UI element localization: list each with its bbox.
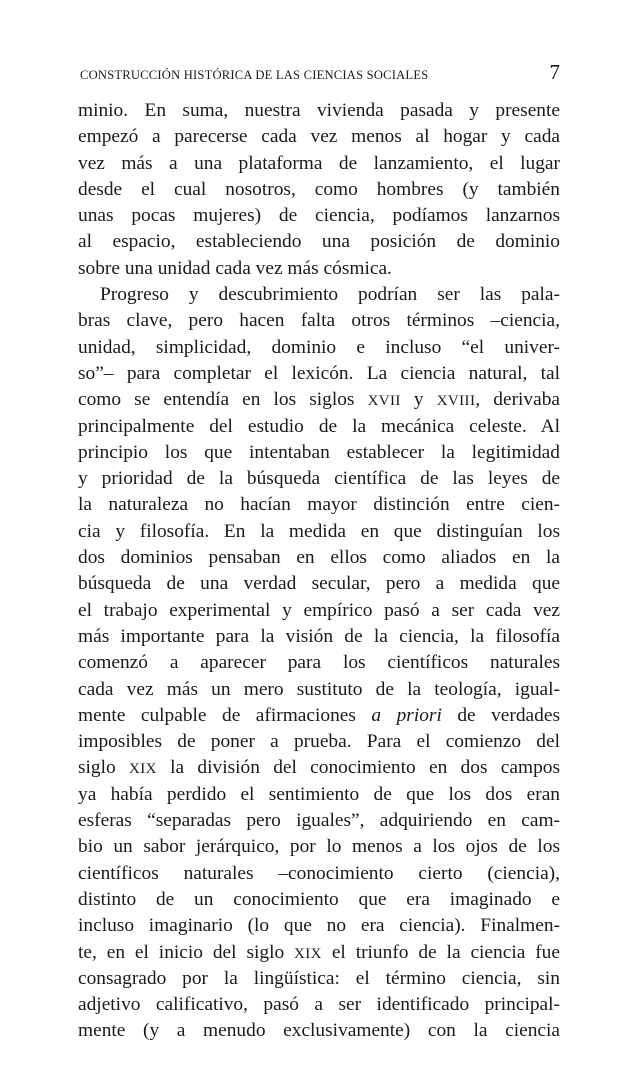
- text-line: incluso imaginario (lo que no era ciencia). Finalmen-: [78, 915, 560, 937]
- text-line: desde el cual nosotros, como hombres (y también: [78, 178, 560, 200]
- body-text: [78, 98, 560, 1045]
- text-line: bras clave, pero hacen falta otros términos –ciencia,: [78, 310, 560, 332]
- text-line: sobre una unidad cada vez más cósmica.: [78, 257, 392, 279]
- text-line: comenzó a aparecer para los científicos naturales: [78, 652, 560, 674]
- text-line: esferas “separadas pero iguales”, adquiriendo en cam-: [78, 810, 560, 832]
- text-line: distinto de un conocimiento que era imaginado e: [78, 888, 560, 910]
- paragraph: [78, 282, 560, 1045]
- text-line: cia y filosofía. En la medida en que distinguían los: [78, 520, 560, 542]
- text-line: empezó a parecerse cada vez menos al hogar y cada: [78, 126, 560, 148]
- text-line: como se entendía en los siglos XVII y XVIII, derivaba: [78, 389, 561, 411]
- text-line: te, en el inicio del siglo XIX el triunfo de la ciencia fue: [78, 941, 560, 963]
- century-numeral: XVIII: [436, 393, 476, 410]
- text-line: mente (y a menudo exclusivamente) con la ciencia: [78, 1020, 560, 1042]
- text-line: científicos naturales –conocimiento cierto (ciencia),: [78, 862, 560, 884]
- text-line: Progreso y descubrimiento podrían ser las pala-: [100, 284, 560, 306]
- century-numeral: XIX: [294, 945, 322, 962]
- text-line: la naturaleza no hacían mayor distinción entre cien-: [78, 494, 560, 516]
- text-line: bio un sabor jerárquico, por lo menos a los ojos de los: [78, 836, 560, 858]
- italic-phrase: a priori: [371, 704, 442, 726]
- book-page: [78, 58, 560, 1045]
- text-line: principio los que intentaban establecer la legitimidad: [78, 441, 560, 463]
- century-numeral: XIX: [129, 761, 157, 778]
- text-line: más importante para la visión de la ciencia, la filosofía: [78, 625, 560, 647]
- text-line: y prioridad de la búsqueda científica de las leyes de: [78, 468, 560, 490]
- text-line: minio. En suma, nuestra vivienda pasada y presente: [78, 100, 560, 121]
- text-line: dos dominios pensaban en ellos como aliados en la: [78, 547, 560, 569]
- text-line: cada vez más un mero sustituto de la teología, igual-: [78, 678, 560, 700]
- paragraph: [78, 98, 560, 282]
- text-line: consagrado por la lingüística: el término ciencia, sin: [78, 967, 560, 989]
- text-line: mente culpable de afirmaciones a priori de verdades: [78, 704, 561, 726]
- text-line: unas pocas mujeres) de ciencia, podíamos lanzarnos: [78, 205, 560, 227]
- text-line: al espacio, estableciendo una posición de dominio: [78, 231, 560, 253]
- page-number: 7: [549, 60, 560, 84]
- text-line: unidad, simplicidad, dominio e incluso “el univer-: [78, 336, 560, 358]
- text-line: ya había perdido el sentimiento de que los dos eran: [78, 783, 560, 805]
- text-line: imposibles de poner a prueba. Para el comienzo del: [78, 731, 560, 753]
- century-numeral: XVII: [367, 393, 401, 410]
- text-line: principalmente del estudio de la mecánica celeste. Al: [78, 415, 560, 437]
- text-line: el trabajo experimental y empírico pasó a ser cada vez: [78, 599, 560, 621]
- text-line: vez más a una plataforma de lanzamiento, el lugar: [78, 152, 560, 174]
- text-line: so”– para completar el lexicón. La ciencia natural, tal: [78, 362, 560, 384]
- running-title: CONSTRUCCIÓN HISTÓRICA DE LAS CIENCIAS SOCIALES: [80, 68, 429, 82]
- running-head: [78, 58, 560, 88]
- text-line: búsqueda de una verdad secular, pero a medida que: [78, 573, 560, 595]
- text-line: siglo XIX la división del conocimiento en dos campos: [78, 757, 561, 779]
- text-line: adjetivo calificativo, pasó a ser identificado principal-: [78, 994, 560, 1016]
